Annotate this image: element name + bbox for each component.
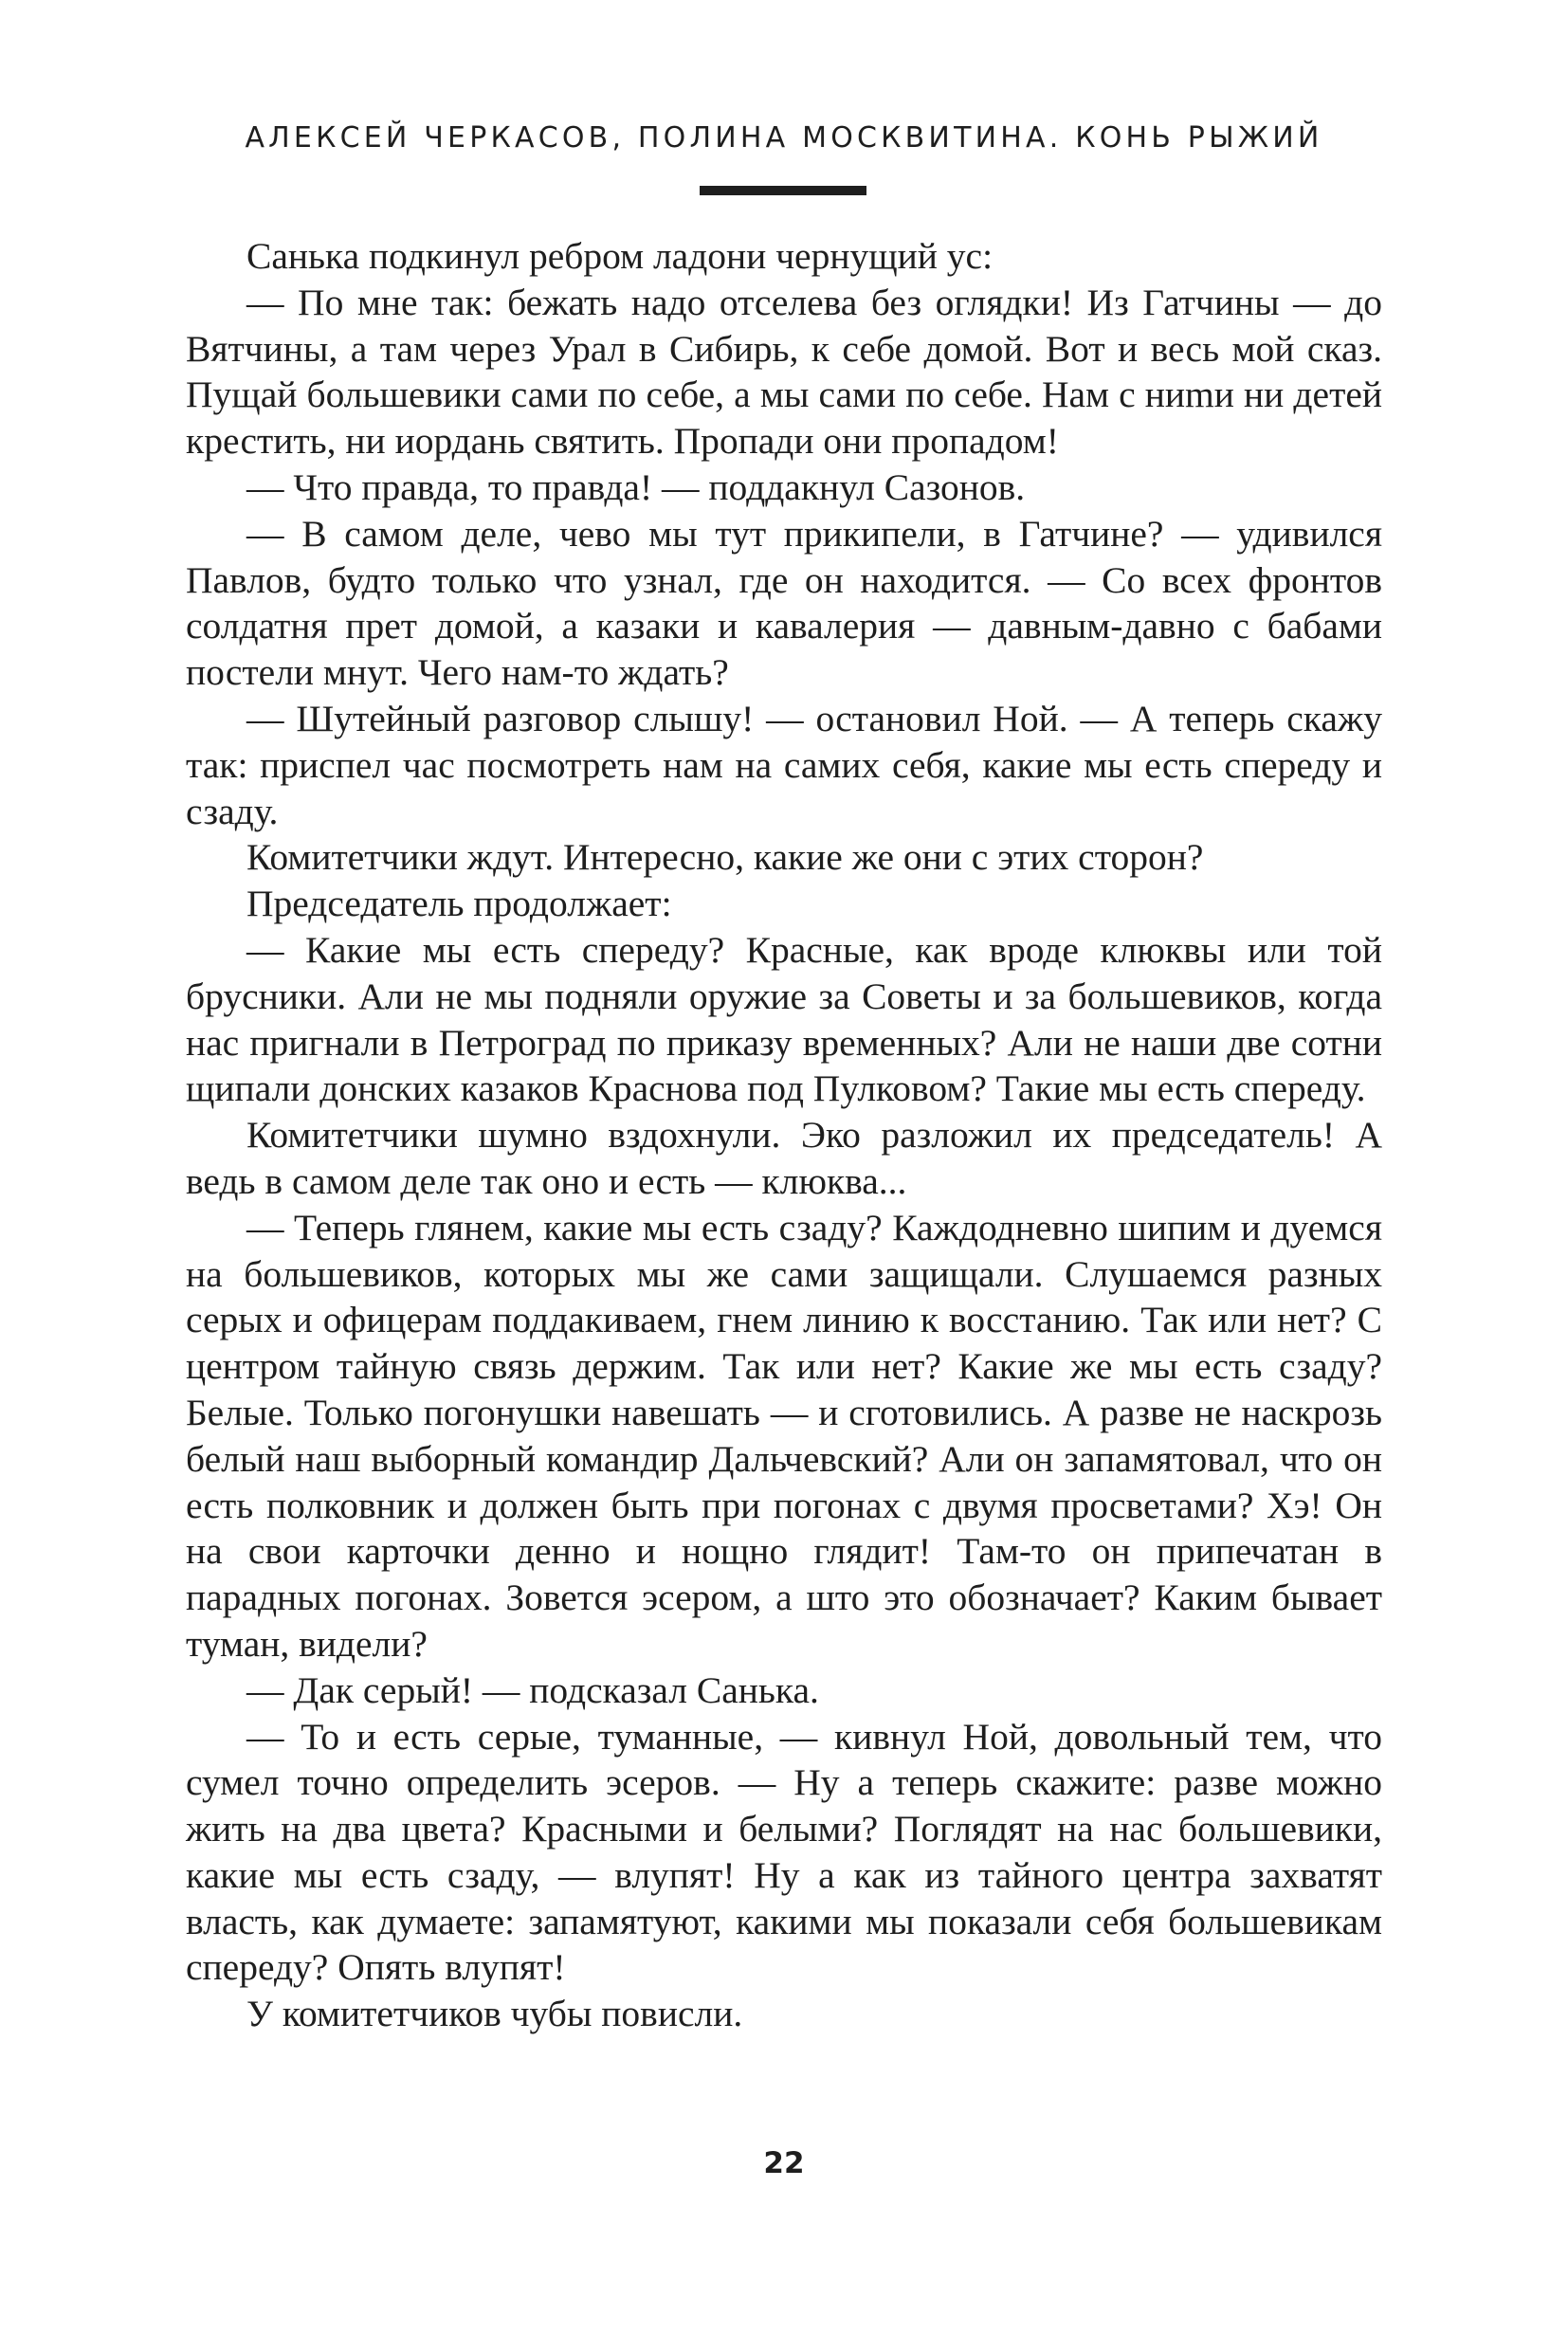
paragraph: — Какие мы есть спереду? Красные, как вроде клюквы или той брусники. Али не мы подняли оружие за Советы и за большевиков, когда нас пригнали в Петроград по приказу временных? Али не наши две сотни щипали донских казаков Краснова под Пулковом? Такие мы есть спереду. (186, 928, 1382, 1110)
paragraph: У комитетчиков чубы повисли. (246, 1993, 743, 2035)
page-number: 22 (763, 2146, 805, 2180)
main-text (186, 233, 1382, 2037)
paragraph: Председатель продолжает: (246, 883, 672, 925)
paragraph: — Что правда, то правда! — поддакнул Сазонов. (246, 465, 1026, 508)
paragraph: — Шутейный разговор слышу! — остановил Ной. — А теперь скажу так: приспел час посмотреть нам на самих себя, какие мы есть спереду и сзаду. (186, 697, 1382, 832)
paragraph: Комитетчики шумно вздохнули. Эко разложил их председатель! А ведь в самом деле так оно и есть — клюква... (186, 1114, 1382, 1202)
paragraph: Санька подкинул ребром ладони чернущий ус: (246, 235, 994, 277)
header-rule (700, 186, 866, 195)
paragraph: — Теперь глянем, какие мы есть сзаду? Каждодневно шипим и дуемся на большевиков, которых мы же сами защищали. Слушаемся разных серых и офицерам поддакиваем, гнем линию к восстанию. Так или нет? С центром тайную связь держим. Так или нет? Какие же мы есть сзаду? Белые. Только погонушки навешать — и сготовились. А разве не наскрозь белый наш выборный командир Дальчевский? Али он запамятовал, что он есть полковник и должен быть при погонах с двумя просветами? Хэ! Он на свои карточки денно и нощно глядит! Там-то он припечатан в парадных погонах. Зовется эсером, а што это обозначает? Каким бывает туман, видели? (186, 1206, 1382, 1665)
paragraph: Комитетчики ждут. Интересно, какие же они с этих сторон? (246, 836, 1204, 879)
running-head: АЛЕКСЕЙ ЧЕРКАСОВ, ПОЛИНА МОСКВИТИНА. КОНЬ РЫЖИЙ (245, 121, 1323, 155)
paragraph: — Дак серый! — подсказал Санька. (246, 1668, 819, 1711)
paragraph: — В самом деле, чево мы тут прикипели, в Гатчине? — удивился Павлов, будто только что узнал, где он находится. — Со всех фронтов солдатня прет домой, а казаки и кавалерия — давным-давно с бабами постели мнут. Чего нам-то ждать? (186, 512, 1382, 694)
paragraph: — По мне так: бежать надо отселева без оглядки! Из Гатчины — до Вятчины, а там через Урал в Сибирь, к себе домой. Вот и весь мой сказ. Пущай большевики сами по себе, а мы сами по себе. Нам с ниmи ни детей крестить, ни иордань святить. Пропади они пропадом! (186, 281, 1382, 463)
paragraph: — То и есть серые, туманные, — кивнул Ной, довольный тем, что сумел точно определить эсеров. — Ну а теперь скажите: разве можно жить на два цвета? Красными и белыми? Поглядят на нас большевики, какие мы есть сзаду, — влупят! Ну а как из тайного центра захватят власть, как думаете: запамятуют, какими мы показали себя большевикам спереду? Опять влупят! (186, 1715, 1382, 1989)
